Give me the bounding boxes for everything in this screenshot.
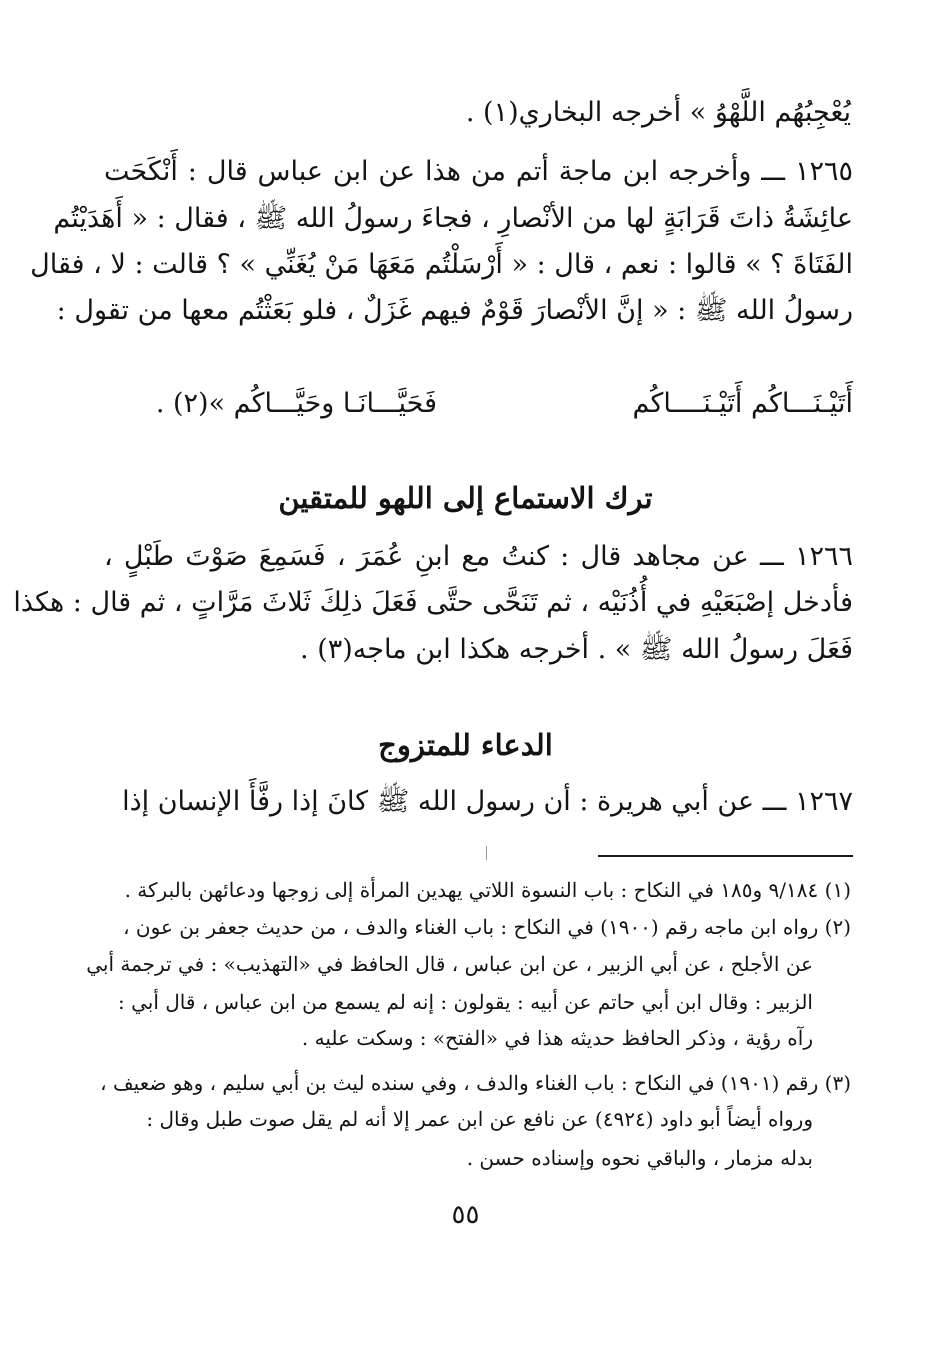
footnote-3-line-2: ورواه أيضاً أبو داود (٤٩٢٤) عن نافع عن ابن عمر إلا أنه لم يقل صوت طبل وقال :: [146, 1107, 813, 1131]
body-line-5: رسولُ الله ﷺ : « إنَّ الأنْصارَ قَوْمٌ فيهم غَزَلٌ ، فلو بَعَثْتُم معها من تقول :: [56, 295, 853, 326]
body-line-1: يُعْجِبُهُم اللَّهْوُ » أخرجه البخاري(١) .: [465, 97, 851, 128]
body-line-4: الفَتَاةَ ؟ » قالوا : نعم ، قال : « أَرْسَلْتُم مَعَهَا مَنْ يُغَنِّي » ؟ قالت : لا ، فقال: [30, 249, 853, 280]
footnote-separator: [598, 855, 853, 857]
verse-hemistich-1: أَتَيْـنَـــاكُم أَتَيْـنَــــاكُم: [632, 388, 853, 419]
scan-mark: [486, 846, 487, 860]
body-line-2: ١٢٦٥ ـــ وأخرجه ابن ماجة أتم من هذا عن ابن عباس قال : أَنْكَحَت: [104, 156, 853, 187]
section-heading-2: الدعاء للمتزوج: [378, 728, 553, 762]
footnote-3-line-1: (٣) رقم (١٩٠١) في النكاح : باب الغناء والدف ، وفي سنده ليث بن أبي سليم ، وهو ضعيف ،: [100, 1071, 851, 1095]
page-number: ٥٥: [451, 1200, 480, 1230]
footnote-2-line-3: الزبير : وقال ابن أبي حاتم عن أبيه : يقولون : إنه لم يسمع من ابن عباس ، قال أبي :: [118, 990, 813, 1014]
section2-line-1: ١٢٦٧ ـــ عن أبي هريرة : أن رسول الله ﷺ كانَ إذا رفَّأَ الإنسان إذا: [122, 786, 853, 817]
footnote-2-line-1: (٢) رواه ابن ماجه رقم (١٩٠٠) في النكاح : باب الغناء والدف ، من حديث جعفر بن عون ،: [123, 915, 851, 939]
body-line-3: عائِشَةُ ذاتَ قَرَابَةٍ لها من الأنْصارِ ، فجاءَ رسولُ الله ﷺ ، فقال : « أَهَدَيْتُم: [53, 203, 853, 234]
section1-line-1: ١٢٦٦ ـــ عن مجاهد قال : كنتُ مع ابنِ عُمَرَ ، فَسَمِعَ صَوْتَ طَبْلٍ ،: [104, 541, 853, 572]
footnote-2-line-2: عن الأجلح ، عن أبي الزبير ، عن ابن عباس ، قال الحافظ في «التهذيب» : في ترجمة أبي: [86, 952, 813, 976]
poetry-verse: [100, 382, 853, 426]
section1-line-3: فَعَلَ رسولُ الله ﷺ » . أخرجه هكذا ابن ماجه(٣) .: [300, 634, 853, 665]
section1-line-2: فأدخل إصْبَعَيْهِ في أُذُنَيْه ، ثم تَنَحَّى حتَّى فَعَلَ ذلِكَ ثَلاثَ مَرَّاتٍ ، ثم قال : هكذا: [13, 587, 853, 618]
footnote-1: (١) ٩/١٨٤ و١٨٥ في النكاح : باب النسوة اللاتي يهدين المرأة إلى زوجها ودعائهن بالبركة .: [124, 878, 851, 902]
footnote-2-line-4: رآه رؤية ، وذكر الحافظ حديثه هذا في «الفتح» : وسكت عليه .: [301, 1026, 813, 1050]
verse-hemistich-2: فَحَيَّـــانَـا وحَيَّـــاكُم »(٢) .: [155, 388, 437, 419]
footnote-3-line-3: بدله مزمار ، والباقي نحوه وإسناده حسن .: [466, 1146, 813, 1170]
section-heading: ترك الاستماع إلى اللهو للمتقين: [278, 481, 653, 515]
